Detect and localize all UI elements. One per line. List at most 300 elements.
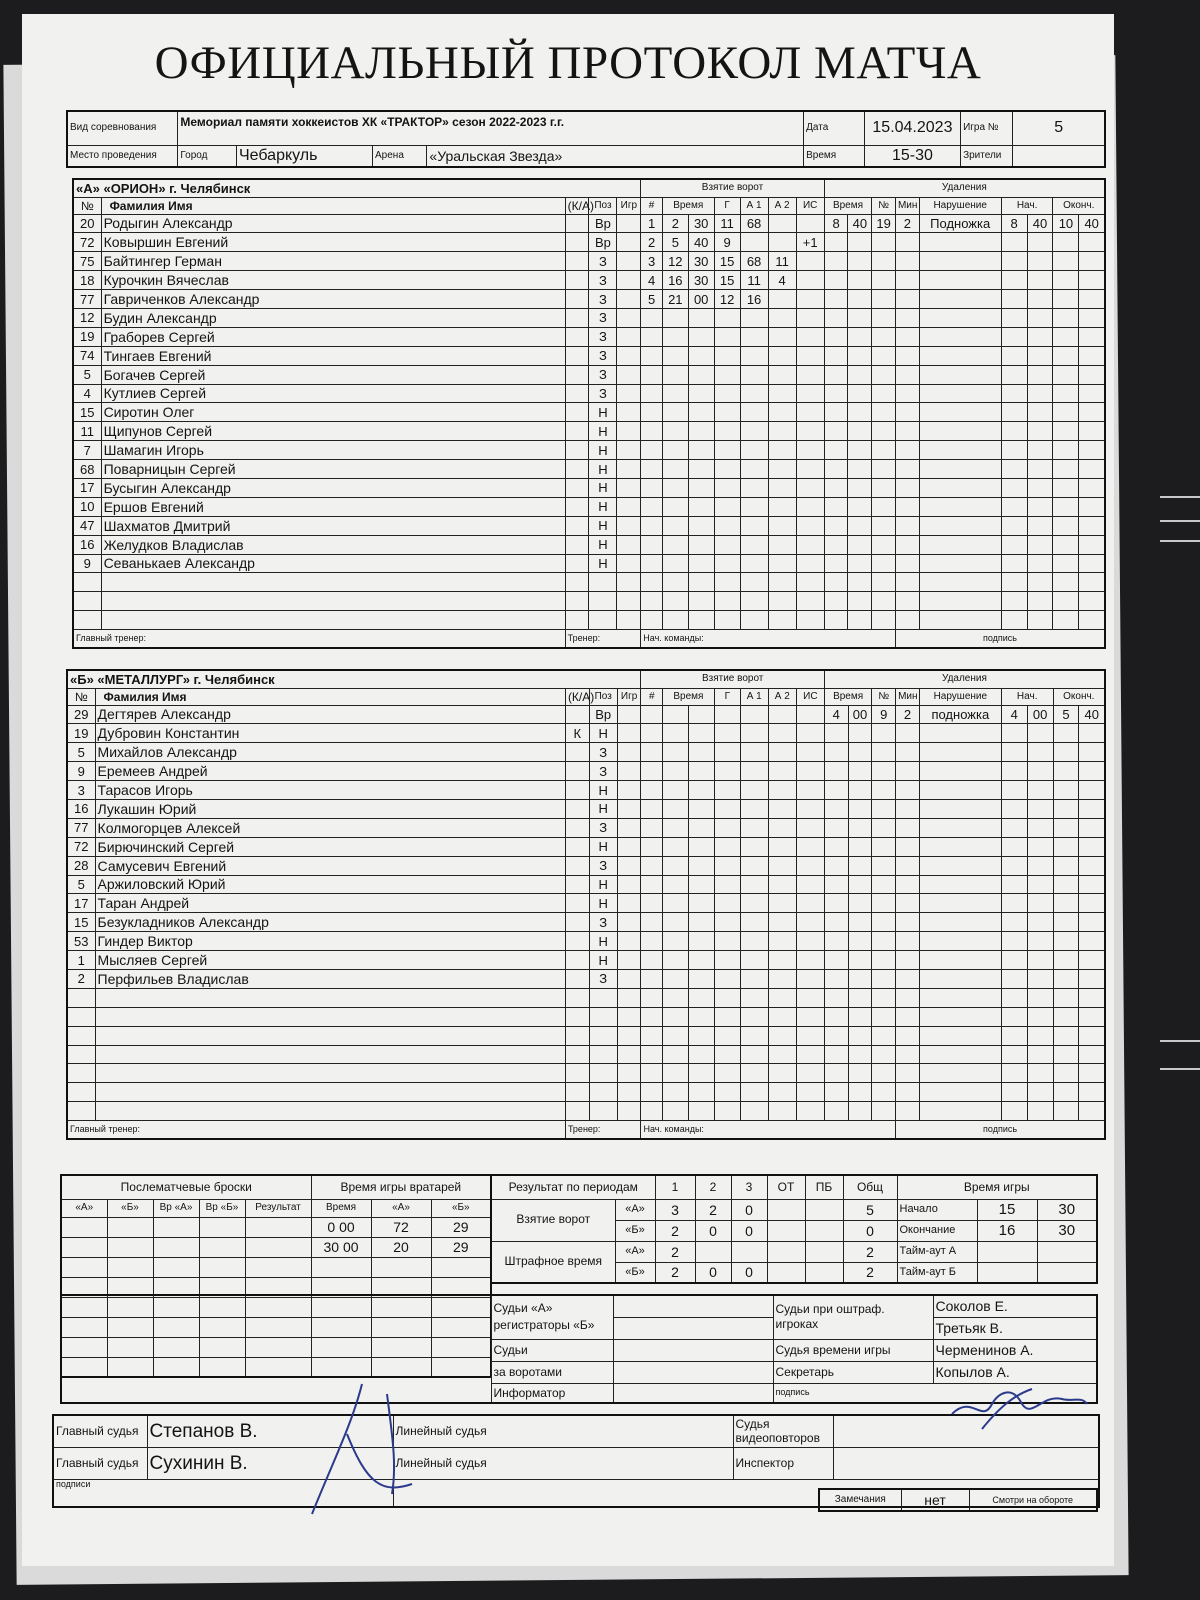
- penalty-minute: [824, 988, 848, 1007]
- penalty-end-sec: [1079, 365, 1105, 384]
- goal-situation: [796, 1064, 824, 1083]
- penalty-end-min: [1053, 894, 1079, 913]
- goal-situation: [796, 969, 824, 988]
- table-row: [67, 818, 1105, 837]
- penalty-minutes: [895, 290, 919, 309]
- penalty-player: [872, 1007, 896, 1026]
- penalty-player: [872, 478, 896, 497]
- player-played: [617, 1026, 641, 1045]
- goal-number: [641, 592, 663, 611]
- coach-label-b: Тренер:: [565, 1121, 641, 1139]
- penalty-start-sec: [1027, 743, 1053, 762]
- penalty-end-sec: [1079, 441, 1105, 460]
- goal-number: [641, 1083, 663, 1102]
- penalty-minutes: [896, 969, 920, 988]
- penalty-start-min: [1001, 969, 1027, 988]
- table-row: [73, 252, 1105, 271]
- goal-minute: [663, 837, 689, 856]
- goal-scorer: [714, 875, 740, 894]
- see-reverse-label: Смотри на обороте: [969, 1489, 1097, 1511]
- period-value: 0: [731, 1220, 767, 1241]
- player-captain-mark: [565, 1102, 589, 1121]
- penalty-second: [848, 327, 872, 346]
- goal-situation: [796, 988, 824, 1007]
- penalty-end-sec: [1079, 932, 1105, 951]
- column-header: Время: [824, 197, 871, 214]
- player-name: Безукладников Александр: [95, 913, 565, 932]
- player-name: Будин Александр: [101, 308, 565, 327]
- team-chief-label-b: Нач. команды:: [641, 1121, 896, 1139]
- penalty-start-sec: [1027, 762, 1053, 781]
- penalty-end-sec: [1079, 969, 1105, 988]
- table-row: [67, 1102, 1105, 1121]
- player-name: Ершов Евгений: [101, 497, 565, 516]
- penalty-offense: [919, 516, 1001, 535]
- player-number: 19: [67, 724, 95, 743]
- penalty-start-sec: [1027, 271, 1053, 290]
- goal-scorer: 9: [714, 233, 740, 252]
- player-played: [617, 252, 641, 271]
- penalty-minute: [824, 894, 848, 913]
- period-value: 2: [655, 1241, 695, 1262]
- page-title: ОФИЦИАЛЬНЫЙ ПРОТОКОЛ МАТЧА: [154, 37, 982, 89]
- penalty-player: [872, 969, 896, 988]
- goal-minute: [663, 951, 689, 970]
- penalty-minute: [824, 290, 848, 309]
- goal-assist-2: [768, 233, 796, 252]
- player-captain-mark: [565, 1026, 589, 1045]
- penalty-minute: [824, 573, 848, 592]
- goal-assist-1: [740, 460, 768, 479]
- player-number: 1: [67, 951, 95, 970]
- player-captain-mark: [565, 932, 589, 951]
- table-row: [67, 913, 1105, 932]
- penalty-second: [848, 894, 872, 913]
- goal-second: [688, 951, 714, 970]
- goalie-column-header: Время: [311, 1199, 371, 1217]
- goal-assist-2: [768, 592, 796, 611]
- penalty-second: [848, 460, 872, 479]
- goal-scorer: [714, 1007, 740, 1026]
- penalty-minute: [824, 441, 848, 460]
- penalty-player: [872, 290, 896, 309]
- player-position: [589, 1026, 617, 1045]
- penalty-start-sec: [1027, 365, 1053, 384]
- player-number: 12: [73, 308, 101, 327]
- goalie-b: 29: [431, 1237, 491, 1257]
- goal-situation: [796, 724, 824, 743]
- penalty-minute: [824, 346, 848, 365]
- column-header: Г: [714, 688, 740, 705]
- penalty-start-min: [1001, 573, 1027, 592]
- shootout-cell: [107, 1237, 153, 1257]
- shootout-cell: [153, 1237, 199, 1257]
- player-number: 18: [73, 271, 101, 290]
- goal-second: [688, 478, 714, 497]
- goalie-time: 30 00: [311, 1237, 371, 1257]
- goal-assist-2: [768, 1045, 796, 1064]
- player-name: Колмогорцев Алексей: [95, 818, 565, 837]
- penalty-start-sec: [1027, 460, 1053, 479]
- penalty-minutes: [895, 233, 919, 252]
- penalty-minute: [824, 384, 848, 403]
- goal-scorer: [714, 913, 740, 932]
- player-position: [589, 1083, 617, 1102]
- player-played: [617, 1045, 641, 1064]
- penalty-minutes: [895, 460, 919, 479]
- penalty-minute: [824, 497, 848, 516]
- penalty-offense: [919, 1083, 1001, 1102]
- game-time-label: Начало: [897, 1199, 977, 1220]
- penalty-second: 40: [848, 214, 872, 233]
- penalty-start-sec: [1027, 837, 1053, 856]
- goal-situation: [796, 535, 824, 554]
- player-position: Вр: [589, 233, 617, 252]
- goal-second: [688, 799, 714, 818]
- penalty-end-sec: [1079, 913, 1105, 932]
- goal-judges-blank: [613, 1339, 773, 1361]
- penalty-end-sec: [1079, 327, 1105, 346]
- player-played: [617, 573, 641, 592]
- player-played: [617, 554, 641, 573]
- penalty-start-min: [1001, 554, 1027, 573]
- player-number: [67, 1102, 95, 1121]
- player-name: [95, 1083, 565, 1102]
- goal-assist-2: [768, 403, 796, 422]
- penalty-offense: [919, 384, 1001, 403]
- penalty-start-min: [1001, 478, 1027, 497]
- goal-assist-2: [768, 422, 796, 441]
- goalie-a: [371, 1257, 431, 1277]
- goal-assist-1: [740, 894, 768, 913]
- game-no-value: 5: [1013, 111, 1105, 145]
- game-time-heading: Время игры: [897, 1175, 1097, 1199]
- goal-second: [688, 705, 714, 724]
- goal-scorer: [714, 497, 740, 516]
- player-captain-mark: [565, 271, 589, 290]
- goal-minute: [663, 781, 689, 800]
- goal-second: [688, 441, 714, 460]
- goal-assist-2: [768, 799, 796, 818]
- penalty-start-min: [1001, 1007, 1027, 1026]
- period-value: 0: [695, 1220, 731, 1241]
- penalty-end-sec: 40: [1079, 705, 1105, 724]
- player-position: З: [589, 384, 617, 403]
- player-captain-mark: [565, 573, 589, 592]
- penalty-minutes: [895, 554, 919, 573]
- player-captain-mark: [565, 346, 589, 365]
- penalty-second: [848, 781, 872, 800]
- game-time-hours: [977, 1262, 1037, 1283]
- goal-assist-2: [768, 875, 796, 894]
- goal-number: [641, 460, 663, 479]
- goal-number: 1: [641, 214, 663, 233]
- penalty-start-sec: [1027, 856, 1053, 875]
- goal-number: [641, 951, 663, 970]
- penalty-minutes: [896, 1083, 920, 1102]
- penalty-end-sec: [1079, 554, 1105, 573]
- penalty-offense: [919, 1064, 1001, 1083]
- goal-minute: 21: [662, 290, 688, 309]
- player-position: [589, 611, 617, 630]
- penalty-start-min: [1001, 384, 1027, 403]
- goalie-column-header: «А»: [371, 1199, 431, 1217]
- goal-assist-1: [740, 233, 768, 252]
- period-total: 2: [843, 1241, 897, 1262]
- goal-minute: [663, 724, 689, 743]
- player-played: [617, 422, 641, 441]
- player-position: [589, 1102, 617, 1121]
- signatures-label: подписи: [53, 1479, 393, 1507]
- goal-scorer: [714, 856, 740, 875]
- goal-situation: [796, 1007, 824, 1026]
- game-time-label: Окончание: [897, 1220, 977, 1241]
- penalty-end-sec: [1079, 743, 1105, 762]
- player-played: [617, 818, 641, 837]
- penalty-start-sec: [1027, 894, 1053, 913]
- goal-situation: [796, 894, 824, 913]
- penalty-minutes: [896, 988, 920, 1007]
- goal-minute: [662, 384, 688, 403]
- table-row: [67, 837, 1105, 856]
- penalty-minutes: [895, 422, 919, 441]
- goal-assist-2: [768, 535, 796, 554]
- player-number: 77: [67, 818, 95, 837]
- goal-assist-1: [740, 327, 768, 346]
- player-captain-mark: [565, 403, 589, 422]
- player-name: Шамагин Игорь: [101, 441, 565, 460]
- table-row: [73, 478, 1105, 497]
- goal-minute: [662, 365, 688, 384]
- goal-minute: [662, 327, 688, 346]
- penalty-player: [872, 1083, 896, 1102]
- goal-assist-2: [768, 856, 796, 875]
- table-row: [73, 346, 1105, 365]
- penalty-start-sec: [1027, 951, 1053, 970]
- penalty-end-sec: [1079, 573, 1105, 592]
- game-time-hours: [977, 1241, 1037, 1262]
- penalty-player: [872, 403, 896, 422]
- penalty-end-min: [1053, 762, 1079, 781]
- goal-assist-1: 68: [740, 214, 768, 233]
- penalty-minute: [824, 516, 848, 535]
- goal-minute: [663, 705, 689, 724]
- penalty-start-min: [1001, 346, 1027, 365]
- penalty-start-sec: [1027, 818, 1053, 837]
- team-a-table: [72, 178, 1106, 649]
- goal-scorer: 15: [714, 271, 740, 290]
- table-row: [67, 875, 1105, 894]
- goal-assist-1: [740, 705, 768, 724]
- goal-assist-2: [768, 837, 796, 856]
- penalty-minutes: [896, 951, 920, 970]
- table-row: [67, 743, 1105, 762]
- penalty-end-min: [1053, 365, 1079, 384]
- player-captain-mark: [565, 611, 589, 630]
- penalty-start-sec: [1027, 913, 1053, 932]
- goal-scorer: [714, 535, 740, 554]
- player-number: 4: [73, 384, 101, 403]
- table-row: [73, 611, 1105, 630]
- goal-assist-1: [740, 781, 768, 800]
- goal-situation: [796, 252, 824, 271]
- column-header: А 2: [768, 197, 796, 214]
- goal-number: [641, 403, 663, 422]
- goal-second: [688, 913, 714, 932]
- penalty-player: [872, 1064, 896, 1083]
- shootout-cell: [199, 1257, 245, 1277]
- goal-scorer: [714, 573, 740, 592]
- player-number: [73, 573, 101, 592]
- goal-minute: [663, 913, 689, 932]
- table-row: [73, 497, 1105, 516]
- penalty-offense: [919, 308, 1001, 327]
- goal-second: [688, 1064, 714, 1083]
- penalty-minute: [824, 969, 848, 988]
- player-name: Бусыгин Александр: [101, 478, 565, 497]
- period-team: «Б»: [615, 1220, 655, 1241]
- shootout-cell: [153, 1257, 199, 1277]
- penalty-offense: [919, 1102, 1001, 1121]
- goal-minute: [663, 894, 689, 913]
- player-position: Н: [589, 894, 617, 913]
- player-captain-mark: [565, 837, 589, 856]
- penalty-end-min: [1053, 592, 1079, 611]
- penalty-offense: [919, 969, 1001, 988]
- penalty-end-min: [1053, 1007, 1079, 1026]
- goal-assist-2: [768, 913, 796, 932]
- penalty-end-sec: [1079, 875, 1105, 894]
- penalty-start-min: [1001, 516, 1027, 535]
- penalty-end-min: [1053, 516, 1079, 535]
- player-position: З: [589, 308, 617, 327]
- player-captain-mark: [565, 554, 589, 573]
- game-time-judge-label: Судья времени игры: [773, 1339, 933, 1361]
- period-value: [767, 1199, 805, 1220]
- goal-scorer: [714, 327, 740, 346]
- penalty-offense: [919, 743, 1001, 762]
- goal-number: [641, 1026, 663, 1045]
- player-name: Курочкин Вячеслав: [101, 271, 565, 290]
- player-name: [101, 611, 565, 630]
- column-header: А 1: [740, 197, 768, 214]
- secretary-label: Секретарь: [773, 1361, 933, 1383]
- goal-assist-1: [740, 422, 768, 441]
- period-value: 0: [695, 1262, 731, 1283]
- goal-scorer: [714, 308, 740, 327]
- goal-situation: [796, 611, 824, 630]
- player-played: [617, 781, 641, 800]
- player-captain-mark: [565, 327, 589, 346]
- goal-minute: [662, 611, 688, 630]
- penalty-end-sec: [1079, 535, 1105, 554]
- penalty-second: [848, 1007, 872, 1026]
- goal-second: [688, 346, 714, 365]
- goal-number: [641, 516, 663, 535]
- penalty-player: 9: [872, 705, 896, 724]
- penalty-start-min: [1001, 422, 1027, 441]
- head-coach-label-b: Главный тренер:: [67, 1121, 565, 1139]
- goal-minute: [662, 308, 688, 327]
- goal-second: [688, 781, 714, 800]
- penalty-offense: [919, 762, 1001, 781]
- player-name: Гавриченков Александр: [101, 290, 565, 309]
- goal-situation: [796, 346, 824, 365]
- player-position: Н: [589, 799, 617, 818]
- penalty-start-min: [1001, 535, 1027, 554]
- officials-signature-label: подпись: [773, 1383, 1097, 1403]
- player-number: 17: [67, 894, 95, 913]
- player-name: Севанькаев Александр: [101, 554, 565, 573]
- goal-assist-1: [740, 724, 768, 743]
- penalty-start-min: [1001, 1102, 1027, 1121]
- shootout-cell: [199, 1217, 245, 1237]
- player-captain-mark: [565, 856, 589, 875]
- goal-number: [641, 1064, 663, 1083]
- penalty-start-min: 4: [1001, 705, 1027, 724]
- penalty-end-min: 5: [1053, 705, 1079, 724]
- goal-assist-1: 16: [740, 290, 768, 309]
- penalty-start-sec: [1027, 233, 1053, 252]
- goal-situation: [796, 705, 824, 724]
- penalty-minute: [824, 837, 848, 856]
- penalty-player: [872, 894, 896, 913]
- player-position: Н: [589, 497, 617, 516]
- penalty-player: [872, 516, 896, 535]
- penalty-start-min: [1001, 988, 1027, 1007]
- label-arena: Арена: [373, 145, 427, 167]
- goal-situation: [796, 271, 824, 290]
- goal-assist-2: [768, 1083, 796, 1102]
- player-number: 5: [67, 743, 95, 762]
- player-position: Н: [589, 403, 617, 422]
- goal-scorer: [714, 932, 740, 951]
- penalty-minutes: [896, 781, 920, 800]
- player-number: 9: [67, 762, 95, 781]
- penalty-minute: [824, 460, 848, 479]
- penalty-start-sec: [1027, 969, 1053, 988]
- goal-assist-1: [740, 1045, 768, 1064]
- player-played: [617, 271, 641, 290]
- penalty-start-min: [1001, 951, 1027, 970]
- penalty-player: [872, 743, 896, 762]
- penalty-offense: [919, 365, 1001, 384]
- goal-second: [688, 988, 714, 1007]
- penalty-offense: [919, 290, 1001, 309]
- date-value: 15.04.2023: [864, 111, 960, 145]
- player-captain-mark: [565, 1064, 589, 1083]
- goal-situation: [796, 497, 824, 516]
- goal-minute: [663, 799, 689, 818]
- goal-number: [641, 478, 663, 497]
- penalty-player: [872, 271, 896, 290]
- player-position: Н: [589, 837, 617, 856]
- penalty-start-min: [1001, 441, 1027, 460]
- goal-number: [641, 818, 663, 837]
- penalty-minutes: [895, 327, 919, 346]
- player-position: З: [589, 290, 617, 309]
- penalty-end-min: [1053, 951, 1079, 970]
- penalty-offense: [919, 818, 1001, 837]
- penalty-start-sec: [1027, 252, 1053, 271]
- goal-minute: [662, 346, 688, 365]
- player-position: Н: [589, 535, 617, 554]
- player-position: Н: [589, 554, 617, 573]
- penalty-minute: [824, 535, 848, 554]
- goal-assist-1: [740, 1064, 768, 1083]
- goal-assist-1: [740, 478, 768, 497]
- penalty-minute: [824, 951, 848, 970]
